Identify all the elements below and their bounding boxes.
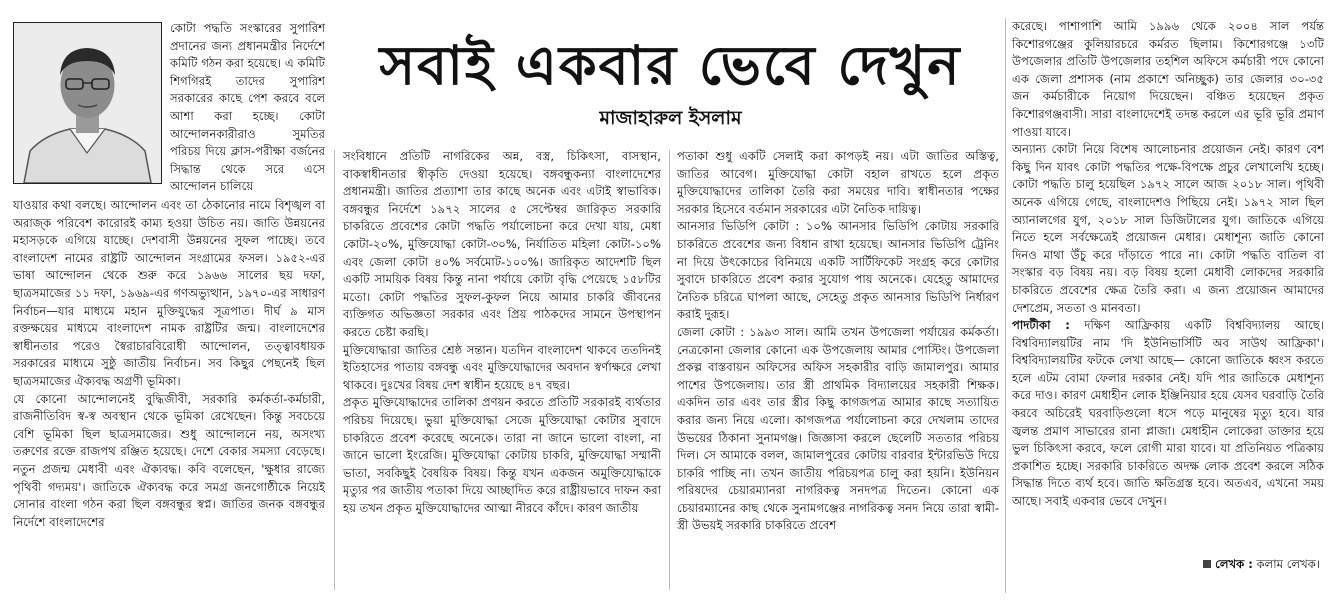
column-divider xyxy=(669,150,670,590)
column-divider xyxy=(1005,18,1006,593)
author-photo xyxy=(13,22,162,184)
footnote-paragraph xyxy=(1012,317,1324,511)
article-headline: সবাই একবার ভেবে দেখুন xyxy=(379,33,962,97)
column-4 xyxy=(1012,18,1324,511)
column-1-top xyxy=(170,20,325,196)
column-divider xyxy=(334,150,335,590)
author-credit-label: লেখক : xyxy=(1215,557,1253,571)
author-credit-text: কলাম লেখক। xyxy=(1256,557,1320,571)
paragraph: করেছে। পাশাপাশি আমি ১৯৯৬ থেকে ২০০৪ সাল পর্যন্ত কিশোরগঞ্জের কুলিয়ারচরে কর্মরত ছিলাম। কিশোরগঞ্জে ১৩টি উপজেলার প্রতিটি উপজেলার তহশিল অফিসে কর্মচারী পদে কোনো এক জেলা প্রশাসক (নাম প্রকাশে অনিচ্ছুক) তার জেলার ৩০-৩৫ জন কর্মচারীকে নিয়োগ দিয়েছেন। বঞ্চিত হয়েছেন প্রকৃত কিশোরগঞ্জবাসী। সারা বাংলাদেশেই তদন্ত করলে এর ভূরি ভূরি প্রমাণ পাওয়া যাবে। xyxy=(1012,19,1324,139)
column-1 xyxy=(13,197,325,531)
paragraph: মুক্তিযোদ্ধারা জাতির শ্রেষ্ঠ সন্তান। যতদিন বাংলাদেশ থাকবে ততদিনই ইতিহাসের পাতায় বঙ্গবন্ধু এবং মুক্তিযোদ্ধাদের অবদান স্বর্ণাক্ষরে লেখা থাকবে। দুঃখের বিষয় দেশ স্বাধীন হয়েছে ৪৭ বছর। xyxy=(343,342,661,392)
article-byline: মাজাহারুল ইসলাম xyxy=(599,107,742,129)
col1-intro-text: কোটা পদ্ধতি সংস্কারের সুপারিশ প্রদানের জন্য প্রধানমন্ত্রীর নির্দেশে কমিটি গঠন করা হয়েছে। এ কমিটি শিগগিরই তাদের সুপারিশ সরকারের কাছে পেশ করবে বলে আশা করা হচ্ছে। কোটা আন্দোলনকারীরাও সুমতির পরিচয় দিয়ে ক্লাস-পরীক্ষা বর্জনের সিদ্ধান্ত থেকে সরে এসে আন্দোলন চালিয়ে xyxy=(170,21,325,194)
paragraph: অন্যান্য কোটা নিয়ে বিশেষ আলোচনার প্রয়োজন নেই। কারণ বেশ কিছু দিন যাবৎ কোটা পদ্ধতির পক্ষে-বিপক্ষে প্রচুর লেখালেখি হচ্ছে। কোটা পদ্ধতি চালু হয়েছিল ১৯৭২ সালে আজ ২০১৮ সাল। পৃথিবী অনেক এগিয়ে গেছে, বাংলাদেশও পিছিয়ে নেই। ১৯৭২ সাল ছিল অ্যানালগের যুগ, ২০১৮ সাল ডিজিটালের যুগ। জাতিকে এগিয়ে নিতে হলে সর্বক্ষেত্রেই প্রয়োজন মেধার। মেধাশূন্য জাতি কোনো দিনও মাথা উঁচু করে দাঁড়াতে পারে না। কোটা পদ্ধতি বাতিল বা সংস্কার বড় বিষয় নয়। বড় বিষয় হলো মেধাবী লোকদের সরকারি চাকরিতে প্রবেশের ক্ষেত্র তৈরি করা। এ জন্য প্রয়োজন আমাদের দেশপ্রেম, সততা ও মানবতা। xyxy=(1012,142,1324,315)
footnote-text: দক্ষিণ আফ্রিকায় একটি বিশ্ববিদ্যালয় আছে। বিশ্ববিদ্যালয়টির নাম 'দি ইউনিভার্সিটি অব সাউথ আফ্রিকা'। বিশ্ববিদ্যালয়টির ফটকে লেখা আছে— কোনো জাতিকে ধ্বংস করতে হলে এটম বোমা ফেলার দরকার নেই। যদি পার জাতিকে মেধাশূন্য করে দাও। কারণ মেধাহীন লোক ইঞ্জিনিয়ার হয়ে যেসব ঘরবাড়ি তৈরি করবে অচিরেই ঘরবাড়িগুলো ধসে পড়ে মানুষের মৃত্যু হবে। যার জ্বলন্ত প্রমাণ সাভারের রানা প্লাজা। মেধাহীন লোকেরা ডাক্তার হয়ে ভুল চিকিৎসা করবে, ফলে রোগী মারা যাবে। যা প্রতিনিয়ত পত্রিকায় প্রকাশিত হচ্ছে। সরকারি চাকরিতে অদক্ষ লোক প্রবেশ করলে সঠিক সিদ্ধান্ত দিতে ব্যর্থ হবে। জাতি ক্ষতিগ্রস্ত হবে। অতএব, এখনো সময় আছে। সবাই একবার ভেবে দেখুন। xyxy=(1012,318,1324,509)
paragraph: জেলা কোটা : ১৯৯৩ সাল। আমি তখন উপজেলা পর্যায়ের কর্মকর্তা। নেত্রকোনা জেলার কোনো এক উপজেলায় আমার পোস্টিং। উপজেলা প্রকল্প বাস্তবায়ন অফিসের অফিস সহকারীর বাড়ি জামালপুর। আমার পাশের উপজেলায়। তার স্ত্রী প্রাথমিক বিদ্যালয়ের সহকারী শিক্ষক। একদিন তার এবং তার স্ত্রীর কিছু কাগজপত্র আমার কাছে সত্যায়িত করার জন্য নিয়ে এলো। কাগজপত্র পর্যালোচনা করে দেখলাম তাদের উভয়ের ঠিকানা সুনামগঞ্জ। জিজ্ঞাসা করলে ছেলেটি সততার পরিচয় দিল। সে আমাকে বলল, জামালপুরের কোটায় বারবার ইন্টারভিউ দিয়ে চাকরি পাচ্ছি না। তখন জাতীয় পরিচয়পত্র চালু করা হয়নি। ইউনিয়ন পরিষদের চেয়ারম্যানরা নাগরিকত্ব সনদপত্র দিতেন। কোনো এক চেয়ারম্যানের কাছ থেকে সুনামগঞ্জের নাগরিকত্ব সনদ নিয়ে তারা স্বামী-স্ত্রী উভয়ই সরকারি চাকরিতে প্রবেশ xyxy=(677,324,999,533)
author-credit xyxy=(1010,556,1320,573)
paragraph: প্রকৃত মুক্তিযোদ্ধাদের তালিকা প্রণয়ন করতে প্রতিটি সরকারই ব্যর্থতার পরিচয় দিয়েছে। ভুয়া মুক্তিযোদ্ধা সেজে মুক্তিযোদ্ধা কোটার সুবাদে চাকরিতে প্রবেশ করেছে অনেকে। তারা না জানে ভালো বাংলা, না জানে ভালো ইংরেজি। মুক্তিযোদ্ধা কোটায় চাকরি, মুক্তিযোদ্ধা সম্মানী ভাতা, সবকিছুই বৈষয়িক বিষয়। কিন্তু যখন একজন অমুক্তিযোদ্ধাকে মৃত্যুর পর জাতীয় পতাকা দিয়ে আচ্ছাদিত করে রাষ্ট্রীয়ভাবে দাফন করা হয় তখন প্রকৃত মুক্তিযোদ্ধাদের আত্মা নীরবে কাঁদে। কারণ জাতীয় xyxy=(343,395,661,515)
column-3 xyxy=(677,148,999,535)
footnote-label: পাদটীকা : xyxy=(1012,318,1070,333)
paragraph: যে কোনো আন্দোলনেই বুদ্ধিজীবী, সরকারি কর্মকর্তা-কর্মচারী, রাজনীতিবিদ স্ব-স্ব অবস্থান থেকে ভূমিকা রেখেছেন। কিন্তু সবচেয়ে বেশি ভূমিকা ছিল ছাত্রসমাজের। শুধু আন্দোলনে নয়, অসংখ্য তরুণের রক্তে রাজপথ রঞ্জিত হয়েছে। দেশে বেকার সমস্যা বেড়েছে। নতুন প্রজন্ম মেধাবী এবং ঐক্যবদ্ধ। কবি বলেছেন, 'ক্ষুধার রাজ্যে পৃথিবী গদ্যময়'। জাতিকে ঐক্যবদ্ধ করে সমগ্র জনগোষ্ঠীকে নিয়েই সোনার বাংলা গঠন করা ছিল বঙ্গবন্ধুর স্বপ্ন। জাতির জনক বঙ্গবন্ধুর নির্দেশে বাংলাদেশের xyxy=(13,391,325,529)
author-portrait-image xyxy=(14,23,161,183)
paragraph: যাওয়ার কথা বলছে। আন্দোলন এবং তা ঠেকানোর নামে বিশৃঙ্খল বা অরাজ্ক পরিবেশ কারোরই কাম্য হওয়া উচিত নয়। জাতি উন্নয়নের মহাসড়কে এগিয়ে যাচ্ছে। দেশবাসী উন্নয়নের সুফল পাচ্ছে। তবে বাংলাদেশ নামের রাষ্ট্রটি আন্দোলন সংগ্রামের ফসল। ১৯৫২-এর ভাষা আন্দোলন থেকে শুরু করে ১৯৬৬ সালের ছয় দফা, ছাত্রসমাজের ১১ দফা, ১৯৬৯-এর গণঅভ্যুত্থান, ১৯৭০-এর সাধারণ নির্বাচন—যার মাধ্যমে মহান মুক্তিযুদ্ধের সূত্রপাত। দীর্ঘ ৯ মাস রক্তক্ষয়ের মাধ্যমে বাংলাদেশ নামক রাষ্ট্রটির জন্ম। বাংলাদেশের স্বাধীনতার পরেও স্বৈরাচারবিরোধী আন্দোলন, তত্ত্বাবধায়ক সরকারের মাধ্যমে সুষ্ঠু জাতীয় নির্বাচন। সব কিছুর পেছনেই ছিল ছাত্রসমাজের ঐক্যবদ্ধ অগ্রণী ভূমিকা। xyxy=(13,198,325,388)
paragraph: আনসার ভিডিপি কোটা : ১০% আনসার ভিডিপি কোটায় সরকারি চাকরিতে প্রবেশের জন্য বিধান রাখা হয়েছে। আনসার ভিডিপি ট্রেনিং না দিয়ে উৎকোচের বিনিময়ে একটি সার্টিফিকেট সংগ্রহ করে কোটার সুবাদে চাকরিতে প্রবেশ করার সুযোগ পায় অনেকে। যেহেতু আমাদের নৈতিক চরিত্রে ঘাপলা আছে, সেহেতু প্রকৃত আনসার ভিডিপি নির্ধারণ করাই দুরূহ। xyxy=(677,219,999,322)
square-bullet-icon xyxy=(1203,560,1211,568)
paragraph: পতাকা শুধু একটি সেলাই করা কাপড়ই নয়। এটা জাতির অস্তিত্ব, জাতির আবেগ। মুক্তিযোদ্ধা কোটা বহাল রাখতে হলে প্রকৃত মুক্তিযোদ্ধাদের তালিকা তৈরি করা সময়ের দাবি। স্বাধীনতার পক্ষের সরকার হিসেবে বর্তমান সরকারের এটা নৈতিক দায়িত্ব। xyxy=(677,149,999,216)
column-2 xyxy=(343,148,661,517)
paragraph: সংবিধানে প্রতিটি নাগরিকের অন্ন, বস্ত্র, চিকিৎসা, বাসস্থান, বাকস্বাধীনতার স্বীকৃতি দেওয়া হয়েছে। বঙ্গবন্ধুকন্যা বাংলাদেশের প্রধানমন্ত্রী। জাতির প্রত্যাশা তার কাছে অনেক এবং এটাই স্বাভাবিক। বঙ্গবন্ধুর নির্দেশে ১৯৭২ সালের ৫ সেপ্টেম্বর জারিকৃত সরকারি চাকরিতে প্রবেশের কোটা পদ্ধতি পর্যালোচনা করে দেখা যায়, মেধা কোটা-২০%, মুক্তিযোদ্ধা কোটা-৩০%, নির্যাতিত মহিলা কোটা-১০% এবং জেলা কোটা ৪০% সর্বমোট-১০০%। জারিকৃত আদেশটি ছিল একটি সাময়িক বিষয় কিন্তু নানা পর্যায়ে কোটা বৃদ্ধি পেয়েছে ১৫৮টির মতো। কোটা পদ্ধতির সুফল-কুফল নিয়ে আমার চাকরি জীবনের ব্যক্তিগত অভিজ্ঞতা সরকার এবং প্রিয় পাঠকদের সামনে উপস্থাপন করতে চেষ্টা করছি। xyxy=(343,149,661,339)
